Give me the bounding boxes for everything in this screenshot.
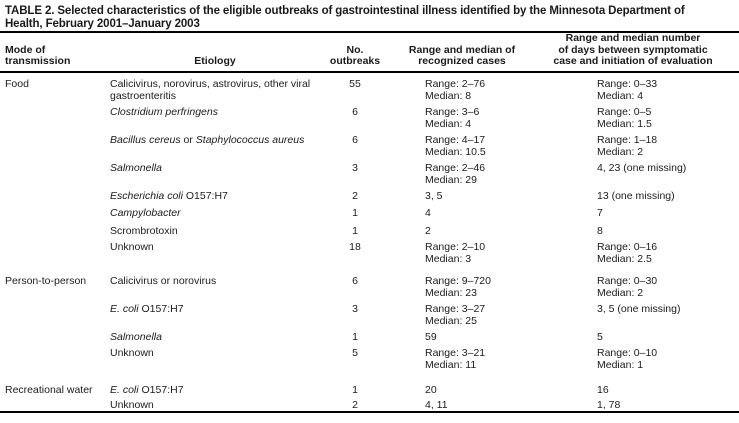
cell-days-to-evaluation-line: 13 (one missing) <box>597 190 675 202</box>
cell-no-outbreaks: 1 <box>352 331 358 343</box>
cell-days-to-evaluation <box>597 303 739 315</box>
cell-etiology <box>110 162 338 174</box>
column-header-days <box>553 33 712 68</box>
table-row <box>5 219 739 237</box>
cell-recognized-cases <box>372 303 597 327</box>
cell-recognized-cases-line: 2 <box>425 225 431 237</box>
table-header-row <box>0 33 739 70</box>
cell-days-to-evaluation-line: 4, 23 (one missing) <box>597 162 687 174</box>
cell-days-to-evaluation <box>597 384 739 396</box>
cell-no-outbreaks: 2 <box>352 399 358 411</box>
etiology-text-segment: O157:H7 <box>138 303 184 315</box>
cell-recognized-cases-line: Median: 11 <box>425 359 477 371</box>
table-row <box>5 265 739 299</box>
cell-recognized-cases <box>372 190 597 202</box>
cell-no-outbreaks: 5 <box>352 347 358 359</box>
cell-recognized-cases-line: 4, 11 <box>425 399 448 411</box>
cell-etiology <box>110 331 338 343</box>
cell-recognized-cases <box>372 225 597 237</box>
cell-no-outbreaks: 6 <box>352 134 358 146</box>
cell-no-outbreaks: 55 <box>349 78 361 90</box>
cell-etiology <box>110 384 338 396</box>
cell-etiology <box>110 134 338 146</box>
table-title-line: Health, February 2001–January 2003 <box>5 17 200 30</box>
cell-days-to-evaluation-line: Median: 2.5 <box>597 253 652 265</box>
cell-etiology-line <box>110 347 338 359</box>
cell-etiology-line <box>110 78 338 90</box>
cell-recognized-cases-line: 3, 5 <box>425 190 443 202</box>
cell-recognized-cases <box>372 78 597 102</box>
cell-etiology <box>110 106 338 118</box>
etiology-italic-segment: Bacillus cereus <box>110 134 181 146</box>
etiology-text-segment: Calicivirus, norovirus, astrovirus, other viral <box>110 78 311 90</box>
etiology-italic-segment: E. coli <box>110 303 139 315</box>
cell-days-to-evaluation-line: Range: 1–18 <box>597 134 658 146</box>
cell-days-to-evaluation-line: 7 <box>597 207 603 219</box>
cell-recognized-cases-line: 20 <box>425 384 437 396</box>
cell-recognized-cases <box>372 275 597 299</box>
cell-recognized-cases-line: Range: 3–21 <box>425 347 486 359</box>
cell-days-to-evaluation-line: Median: 2 <box>597 287 644 299</box>
etiology-text-segment: O157:H7 <box>182 190 228 202</box>
cell-days-to-evaluation-line: Median: 1.5 <box>597 118 652 130</box>
cell-recognized-cases-line: Median: 23 <box>425 287 477 299</box>
cell-recognized-cases-line: Median: 25 <box>425 315 477 327</box>
cell-recognized-cases-line: Range: 2–46 <box>425 162 486 174</box>
column-header-line: outbreaks <box>329 55 381 68</box>
cell-etiology <box>110 190 338 202</box>
table-row <box>5 186 739 202</box>
table-body <box>5 73 739 411</box>
table-row <box>5 73 739 102</box>
cell-days-to-evaluation-line: 16 <box>597 384 609 396</box>
etiology-italic-segment: Salmonella <box>110 162 162 174</box>
cell-etiology-line <box>110 331 338 343</box>
etiology-italic-segment: Escherichia coli <box>110 190 183 202</box>
cell-etiology <box>110 303 338 315</box>
cell-days-to-evaluation-line: Median: 4 <box>597 90 644 102</box>
etiology-italic-segment: Salmonella <box>110 331 162 343</box>
cell-recognized-cases-line: 4 <box>425 207 431 219</box>
etiology-text-segment: Unknown <box>110 241 154 253</box>
cell-days-to-evaluation-line: 8 <box>597 225 603 237</box>
cell-etiology <box>110 241 338 253</box>
cell-etiology <box>110 207 338 219</box>
cell-days-to-evaluation <box>597 134 739 158</box>
cell-etiology-line <box>110 384 338 396</box>
column-header-line: recognized cases <box>418 55 506 68</box>
table-title-line: TABLE 2. Selected characteristics of the eligible outbreaks of gastrointestinal illness identified by the Minnesota Department of <box>5 5 685 17</box>
column-header-line: No. <box>346 43 364 56</box>
cell-recognized-cases-line: 59 <box>425 331 437 343</box>
cell-etiology-line <box>110 190 338 202</box>
cell-days-to-evaluation <box>597 347 739 371</box>
cell-days-to-evaluation <box>597 207 739 219</box>
cell-etiology-line <box>110 303 338 315</box>
cell-etiology-line <box>110 106 338 118</box>
cell-days-to-evaluation-line: Range: 0–10 <box>597 347 658 359</box>
cell-recognized-cases <box>372 347 597 371</box>
cell-etiology <box>110 275 338 287</box>
column-header-line: Range and median of <box>408 43 516 56</box>
cell-days-to-evaluation-line: 5 <box>597 331 603 343</box>
etiology-italic-segment: E. coli <box>110 384 139 396</box>
etiology-italic-segment: Staphylococcus aureus <box>195 134 305 146</box>
column-header-line: transmission <box>5 55 71 68</box>
cell-no-outbreaks: 2 <box>352 190 358 202</box>
cell-mode-of-transmission: Person-to-person <box>5 275 87 287</box>
cell-days-to-evaluation-line: Range: 0–16 <box>597 241 658 253</box>
cell-recognized-cases-line: Median: 10.5 <box>425 146 486 158</box>
column-header-line: of days between symptomatic <box>558 43 708 56</box>
column-header-mode <box>5 45 70 68</box>
cell-no-outbreaks: 3 <box>352 162 358 174</box>
table-row <box>5 299 739 327</box>
etiology-text-segment: Scrombrotoxin <box>110 225 178 237</box>
cell-days-to-evaluation <box>597 78 739 102</box>
cell-no-outbreaks: 18 <box>349 241 361 253</box>
cell-recognized-cases <box>372 106 597 130</box>
column-header-line: Etiology <box>194 55 236 68</box>
etiology-italic-segment: Campylobacter <box>110 207 181 219</box>
column-header-outbreaks <box>330 45 380 68</box>
cell-no-outbreaks: 1 <box>352 207 358 219</box>
table-row <box>5 327 739 343</box>
cell-recognized-cases-line: Range: 4–17 <box>425 134 486 146</box>
cell-recognized-cases <box>372 331 597 343</box>
cell-recognized-cases <box>372 134 597 158</box>
cell-no-outbreaks: 6 <box>352 275 358 287</box>
column-header-line: Range and median number <box>565 32 701 45</box>
cell-days-to-evaluation-line: Range: 0–5 <box>597 106 652 118</box>
table-title <box>5 5 685 30</box>
table-row <box>5 371 739 396</box>
cell-days-to-evaluation <box>597 106 739 130</box>
cell-recognized-cases-line: Median: 8 <box>425 90 472 102</box>
cell-recognized-cases-line: Range: 9–720 <box>425 275 491 287</box>
column-header-cases <box>409 45 515 68</box>
cell-recognized-cases <box>372 384 597 396</box>
cell-etiology <box>110 78 338 102</box>
cell-no-outbreaks: 6 <box>352 106 358 118</box>
cell-days-to-evaluation <box>597 225 739 237</box>
cell-etiology-line <box>110 134 338 146</box>
cell-etiology <box>110 225 338 237</box>
column-header-line: case and initiation of evaluation <box>553 55 713 68</box>
cell-etiology <box>110 399 338 411</box>
cell-days-to-evaluation <box>597 162 739 174</box>
table-row <box>5 237 739 265</box>
cell-etiology-line <box>110 90 338 102</box>
cell-days-to-evaluation <box>597 399 739 411</box>
cell-etiology <box>110 347 338 359</box>
cell-etiology-line <box>110 275 338 287</box>
etiology-text-segment: Calicivirus or norovirus <box>110 275 217 287</box>
cell-etiology-line <box>110 399 338 411</box>
cell-recognized-cases-line: Median: 4 <box>425 118 472 130</box>
cell-recognized-cases-line: Range: 2–10 <box>425 241 486 253</box>
etiology-text-segment: Unknown <box>110 399 154 411</box>
cell-etiology-line <box>110 207 338 219</box>
cell-no-outbreaks: 3 <box>352 303 358 315</box>
cell-days-to-evaluation-line: Median: 2 <box>597 146 644 158</box>
table-row <box>5 202 739 219</box>
cell-recognized-cases <box>372 399 597 411</box>
column-header-etiology <box>194 56 235 68</box>
cell-recognized-cases <box>372 162 597 186</box>
cell-mode-of-transmission: Food <box>5 78 29 90</box>
cell-no-outbreaks: 1 <box>352 384 358 396</box>
table-row <box>5 102 739 130</box>
cell-recognized-cases-line: Range: 2–76 <box>425 78 486 90</box>
etiology-text-segment: or <box>180 134 196 146</box>
cell-recognized-cases <box>372 241 597 265</box>
cell-recognized-cases-line: Range: 3–27 <box>425 303 486 315</box>
table-row <box>5 130 739 158</box>
etiology-italic-segment: Clostridium perfringens <box>110 106 218 118</box>
cell-no-outbreaks: 1 <box>352 225 358 237</box>
cell-days-to-evaluation-line: Range: 0–33 <box>597 78 658 90</box>
cell-days-to-evaluation-line: 1, 78 <box>597 399 621 411</box>
cell-days-to-evaluation-line: Median: 1 <box>597 359 644 371</box>
cell-recognized-cases-line: Median: 3 <box>425 253 472 265</box>
table-row <box>5 158 739 186</box>
cell-days-to-evaluation-line: 3, 5 (one missing) <box>597 303 681 315</box>
etiology-text-segment: Unknown <box>110 347 154 359</box>
etiology-text-segment: O157:H7 <box>138 384 184 396</box>
cell-days-to-evaluation <box>597 331 739 343</box>
cell-etiology-line <box>110 225 338 237</box>
cell-recognized-cases-line: Median: 29 <box>425 174 477 186</box>
column-header-line: Mode of <box>5 43 46 56</box>
etiology-text-segment: gastroenteritis <box>110 90 176 102</box>
cell-days-to-evaluation <box>597 190 739 202</box>
table-row <box>5 343 739 371</box>
bottom-divider <box>0 411 739 413</box>
cell-days-to-evaluation <box>597 275 739 299</box>
cell-etiology-line <box>110 162 338 174</box>
cell-days-to-evaluation-line: Range: 0–30 <box>597 275 658 287</box>
cell-mode-of-transmission: Recreational water <box>5 384 93 396</box>
cell-etiology-line <box>110 241 338 253</box>
cell-recognized-cases-line: Range: 3–6 <box>425 106 480 118</box>
table-row <box>5 396 739 411</box>
cell-days-to-evaluation <box>597 241 739 265</box>
cell-recognized-cases <box>372 207 597 219</box>
